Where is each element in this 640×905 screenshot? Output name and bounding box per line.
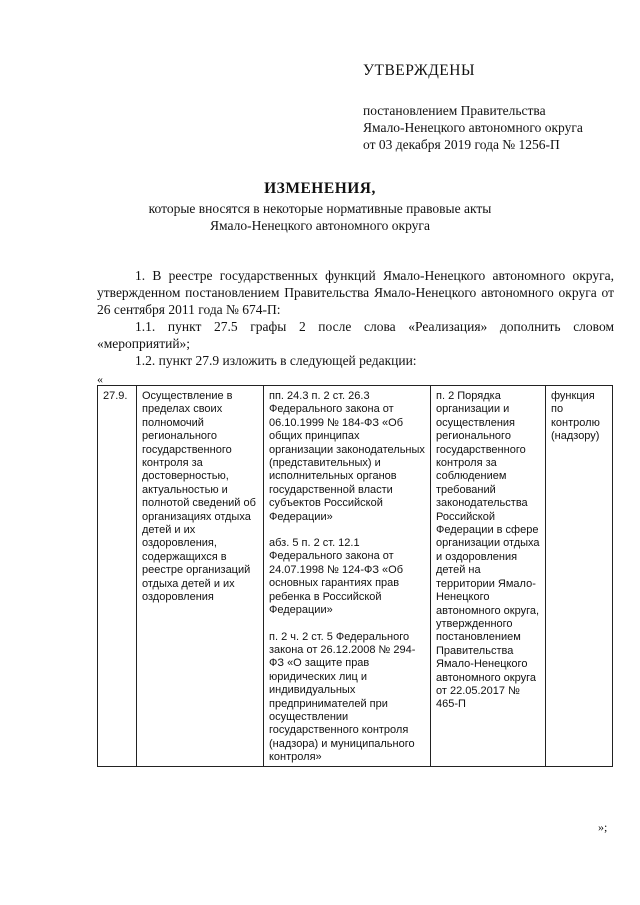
opening-quote: « xyxy=(97,372,103,386)
cell-function-type: функция по контролю (надзору) xyxy=(546,386,613,767)
legal-basis-3: п. 2 ч. 2 ст. 5 Федерального закона от 26.12.2008 № 294-ФЗ «О защите прав юридических лиц и индивидуальных предпринимателей при осуществлении государственного контроля (надзора) и муниципального контроля» xyxy=(269,630,416,764)
closing-quote: »; xyxy=(598,820,608,834)
approval-heading: УТВЕРЖДЕНЫ xyxy=(363,62,475,79)
document-title xyxy=(0,180,640,234)
cell-function-name: Осуществление в пределах своих полномочий регионального государственного контроля за достоверностью, актуальностью и полнотой сведений об организациях отдыха детей и их оздоровления, содержащихся в реестре организаций отдыха детей и их оздоровления xyxy=(137,386,264,767)
title-sub-1: которые вносятся в некоторые нормативные правовые акты xyxy=(148,201,492,216)
title-main: ИЗМЕНЕНИЯ, xyxy=(264,180,376,197)
document-body xyxy=(97,267,614,369)
cell-procedure: п. 2 Порядка организации и осуществления регионального государственного контроля за соблюдением требований законодательства Российской Федерации в сфере организации отдыха и оздоровления детей на территории Ямало-Ненецкого автономного округа, утвержденного постановлением Правительства Ямало-Ненецкого автономного округа от 22.05.2017 № 465-П xyxy=(431,386,546,767)
cell-number: 27.9. xyxy=(98,386,137,767)
paragraph-1-1: 1.1. пункт 27.5 графы 2 после слова «Реализация» дополнить словом «мероприятий»; xyxy=(97,319,614,351)
approval-line-1: постановлением Правительства xyxy=(363,103,546,118)
title-sub-2: Ямало-Ненецкого автономного округа xyxy=(210,218,430,233)
table-row xyxy=(98,386,613,767)
approval-line-3: от 03 декабря 2019 года № 1256-П xyxy=(363,137,560,152)
legal-basis-2: абз. 5 п. 2 ст. 12.1 Федерального закона от 24.07.1998 № 124-ФЗ «Об основных гарантиях прав ребенка в Российской Федерации» xyxy=(269,537,404,617)
approval-block xyxy=(363,62,633,153)
legal-basis-1: пп. 24.3 п. 2 ст. 26.3 Федерального закона от 06.10.1999 № 184-ФЗ «Об общих принципах организации законодательных (представительных) и исполнительных органов государственной власти субъектов Российской Федерации» xyxy=(269,390,425,523)
paragraph-1: 1. В реестре государственных функций Ямало-Ненецкого автономного округа, утвержденном постановлением Правительства Ямало-Ненецкого автономного округа от 26 сентября 2011 года № 674-П: xyxy=(97,268,614,317)
registry-table xyxy=(97,385,613,767)
approval-line-2: Ямало-Ненецкого автономного округа xyxy=(363,120,583,135)
paragraph-1-2: 1.2. пункт 27.9 изложить в следующей редакции: xyxy=(135,353,417,368)
cell-legal-basis xyxy=(264,386,431,767)
